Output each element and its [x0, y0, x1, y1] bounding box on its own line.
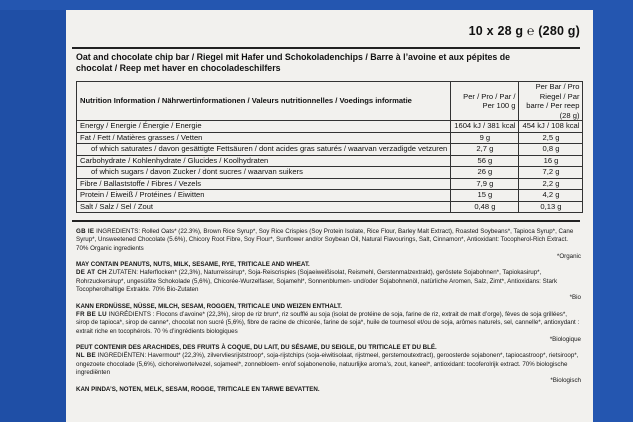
- country-flags-en: GB IE: [76, 228, 95, 235]
- table-bottom-rule: [72, 220, 580, 222]
- country-flags-fr: FR BE LU: [76, 310, 107, 318]
- value-per-100g: 1604 kJ / 381 kcal: [451, 121, 519, 133]
- value-per-bar: 0,13 g: [519, 201, 583, 213]
- table-row: [77, 155, 583, 167]
- product-title: Oat and chocolate chip bar / Riegel mit Hafer und Schokoladenchips / Barre à l’avoine et aux pépites de chocolat / Reep met haver en chocoladeschilfers: [76, 52, 511, 74]
- allergen-fr: PEUT CONTENIR DES ARACHIDES, DES FRUITS À COQUE, DU LAIT, DU SÉSAME, DU SEIGLE, DU TRITICALE ET DU BLÉ.: [76, 344, 437, 352]
- table-row: [77, 190, 583, 202]
- organic-note-nl: *Biologisch: [550, 377, 581, 385]
- ingredients-block: [76, 228, 581, 394]
- table-row: [77, 201, 583, 213]
- organic-note-de: *Bio: [569, 294, 581, 302]
- ingredients-nl-text: INGREDIËNTEN: Havermout* (22,3%), zilvervliesrijststroop*, soja-rijstchips (soja-eiwitisolaat, rijstmeel, gerstemoutextract), geroosterde sojabonen*, tapiocastroop*, rietsiroop*, ongezoete chocolade (5,6%), cichoreiwortelvezel, sojameel*, zonnebloem- en/of sojabonenolie, natuurlijke aroma’s, zout, kaneel*, antioxidant: tocoferolrijk extract. 70% biologische ingrediënten: [76, 352, 579, 377]
- value-per-100g: 7,9 g: [451, 178, 519, 190]
- nutrient-label: Protein / Eiweiß / Protéines / Eiwitten: [77, 190, 451, 202]
- nutrition-table: [76, 81, 583, 213]
- nutrient-label: Fibre / Ballaststoffe / Fibres / Vezels: [77, 178, 451, 190]
- nutrient-label: Energy / Energie / Énergie / Energie: [77, 121, 451, 133]
- nutrient-label: Carbohydrate / Kohlenhydrate / Glucides / Koolhydraten: [77, 155, 451, 167]
- value-per-100g: 0,48 g: [451, 201, 519, 213]
- table-row: [77, 121, 583, 133]
- nutrient-label: of which sugars / davon Zucker / dont sucres / waarvan suikers: [77, 167, 451, 179]
- allergen-nl: KAN PINDA’S, NOTEN, MELK, SESAM, ROGGE, TRITICALE EN TARWE BEVATTEN.: [76, 385, 320, 393]
- package-edge-right: [593, 0, 633, 422]
- table-row: [77, 132, 583, 144]
- nutrition-header-row: [77, 82, 583, 121]
- nutrition-header-label: Nutrition Information / Nährwertinformationen / Valeurs nutritionnelles / Voedings informatie: [77, 82, 451, 121]
- ingredients-de: [76, 269, 581, 294]
- table-row: [77, 167, 583, 179]
- country-flags-nl: NL BE: [76, 352, 96, 360]
- nutrition-col-100g: Per / Pro / Par / Per 100 g: [451, 82, 519, 121]
- value-per-bar: 2,2 g: [519, 178, 583, 190]
- allergen-de: KANN ERDNÜSSE, NÜSSE, MILCH, SESAM, ROGGEN, TRITICALE UND WEIZEN ENTHALT.: [76, 302, 342, 310]
- ingredients-fr: [76, 311, 581, 336]
- ingredients-fr-text: INGRÉDIENTS : Flocons d’avoine* (22,3%), sirop de riz brun*, riz soufflé au soja (isolat de protéine de soja, farine de riz, extrait de malt d’orge), fèves de soja grillées*, sirop de tapioca*, sirop de canne*, chocolat non sucré (5,6%), fibre de racine de chicorée, farine de soja*, huile de tournesol et/ou de soja, arômes naturels, sel, cannelle*, antioxydant : extrait riche en tocophérols. 70 % d’ingrédients biologiques: [76, 310, 580, 335]
- value-per-bar: 0,8 g: [519, 144, 583, 156]
- nutrient-label: Fat / Fett / Matières grasses / Vetten: [77, 132, 451, 144]
- nutrient-label: Salt / Salz / Sel / Zout: [77, 201, 451, 213]
- table-row: [77, 144, 583, 156]
- nutrient-label: of which saturates / davon gesättigte Fettsäuren / dont acides gras saturés / waarvan verzadigde vetzuren: [77, 144, 451, 156]
- value-per-bar: 454 kJ / 108 kcal: [519, 121, 583, 133]
- organic-note-fr: *Biologique: [549, 335, 581, 343]
- value-per-100g: 26 g: [451, 167, 519, 179]
- value-per-bar: 4,2 g: [519, 190, 583, 202]
- value-per-100g: 15 g: [451, 190, 519, 202]
- table-row: [77, 178, 583, 190]
- label-header: [66, 18, 588, 42]
- ingredients-en-text: INGREDIENTS: Rolled Oats* (22.3%), Brown Rice Syrup*, Soy Rice Crispies (Soy Protein Isolate, Rice Flour, Barley Malt Extract), Roasted Soybeans*, Tapioca Syrup*, Cane Syrup*, Unsweetened Chocolate (5.6%), Chicory Root Fibre, Soy Flour*, Sunflower and/or Soybean Oil, Natural Flavourings, Salt, Cinnamon*, Antioxidant: Tocopherol-Rich Extract. 70% Organic ingredients: [76, 228, 574, 252]
- net-weight: 10 x 28 g ℮ (280 g): [468, 24, 580, 38]
- organic-note-en: *Organic: [556, 252, 581, 260]
- value-per-100g: 56 g: [451, 155, 519, 167]
- allergen-en: MAY CONTAIN PEANUTS, NUTS, MILK, SESAME, RYE, TRITICALE AND WHEAT.: [76, 261, 310, 269]
- ingredients-de-text: ZUTATEN: Haferflocken* (22,3%), Naturreissirup*, Soja-Reiscrispies (Sojaeiweißisolat, Reismehl, Gerstenmalzextrakt), geröstete Sojabohnen*, Tapiokasirup*, Rohrzuckersirup*, ungesüßte Schokolade (5,6%), Chicorée-Wurzelfaser, Sojamehl*, Sonnenblumen- und/oder Sojabohnenöl, natürliche Aromen, Salz, Zimt*, Antioxidans: Stark Tocopherolhaltige Extrakte. 70% Bio-Zutaten: [76, 269, 558, 294]
- value-per-100g: 2,7 g: [451, 144, 519, 156]
- value-per-bar: 2,5 g: [519, 132, 583, 144]
- ingredients-nl: [76, 352, 581, 377]
- value-per-bar: 16 g: [519, 155, 583, 167]
- country-flags-de: DE AT CH: [76, 269, 107, 277]
- value-per-100g: 9 g: [451, 132, 519, 144]
- value-per-bar: 7,2 g: [519, 167, 583, 179]
- package-edge-left: [0, 0, 66, 422]
- nutrition-col-bar: Per Bar / Pro Riegel / Par barre / Per reep (28 g): [519, 82, 583, 121]
- header-rule: [72, 47, 580, 49]
- ingredients-en: [76, 228, 581, 253]
- package-edge-top: [0, 0, 633, 10]
